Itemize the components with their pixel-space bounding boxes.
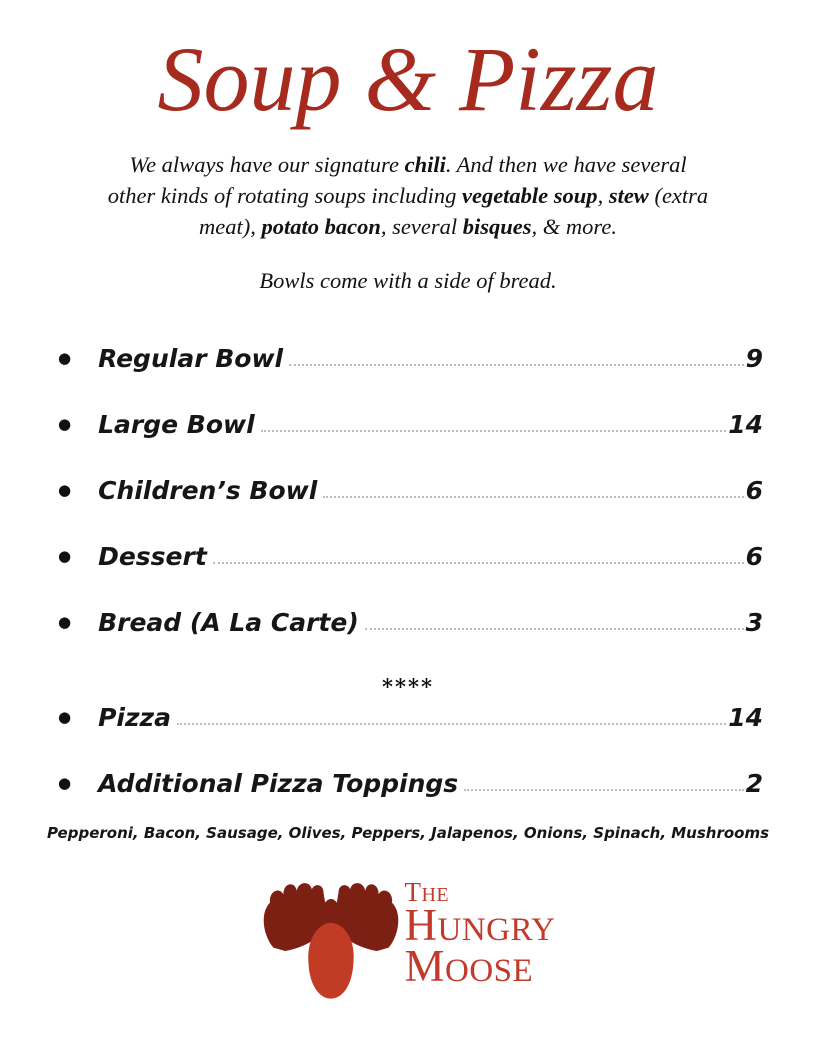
menu-item bbox=[58, 344, 763, 373]
pizza-items-list bbox=[0, 703, 816, 798]
logo-wordmark bbox=[404, 874, 556, 992]
dotted-leader bbox=[365, 628, 744, 630]
menu-item-price: 3 bbox=[745, 607, 763, 637]
menu-item bbox=[58, 769, 763, 798]
page-title: Soup & Pizza bbox=[157, 28, 659, 130]
dotted-leader bbox=[464, 789, 743, 791]
menu-item bbox=[58, 608, 763, 637]
menu-item-price: 6 bbox=[745, 541, 763, 571]
menu-item-label: Pizza bbox=[98, 702, 171, 732]
menu-description bbox=[38, 149, 778, 242]
bullet-icon: ● bbox=[58, 546, 72, 565]
dotted-leader bbox=[261, 430, 727, 432]
toppings-note: Pepperoni, Bacon, Sausage, Olives, Peppers, Jalapenos, Onions, Spinach, Mushrooms bbox=[46, 823, 770, 842]
menu-item bbox=[58, 410, 763, 439]
bullet-icon: ● bbox=[58, 480, 72, 499]
bullet-icon: ● bbox=[58, 707, 72, 726]
dotted-leader bbox=[213, 562, 744, 564]
bullet-icon: ● bbox=[58, 414, 72, 433]
logo-word-hungry: HUNGRY bbox=[404, 899, 556, 950]
menu-item-label: Dessert bbox=[98, 541, 207, 571]
menu-item-price: 6 bbox=[745, 475, 763, 505]
menu-item-price: 2 bbox=[745, 768, 763, 798]
description-line: meat), potato bacon, several bisques, & more. bbox=[199, 213, 617, 239]
menu-item-label: Bread (A La Carte) bbox=[98, 607, 359, 637]
bullet-icon: ● bbox=[58, 773, 72, 792]
bullet-icon: ● bbox=[58, 348, 72, 367]
menu-item-price: 14 bbox=[728, 702, 763, 732]
description-line: other kinds of rotating soups including vegetable soup, stew (extra bbox=[107, 182, 709, 208]
menu-item-label: Additional Pizza Toppings bbox=[98, 768, 459, 798]
moose-head-icon bbox=[260, 874, 402, 1008]
soup-items-list bbox=[0, 344, 816, 637]
menu-item bbox=[58, 703, 763, 732]
menu-item bbox=[58, 542, 763, 571]
description-line: We always have our signature chili. And then we have several bbox=[129, 151, 687, 177]
hungry-moose-logo bbox=[0, 874, 816, 1008]
menu-item bbox=[58, 476, 763, 505]
menu-item-price: 14 bbox=[728, 409, 763, 439]
menu-item-label: Children’s Bowl bbox=[98, 475, 318, 505]
section-separator: **** bbox=[382, 673, 434, 699]
dotted-leader bbox=[323, 496, 743, 498]
dotted-leader bbox=[177, 723, 726, 725]
logo-word-the: THE bbox=[404, 876, 450, 907]
menu-item-label: Regular Bowl bbox=[98, 343, 284, 373]
dotted-leader bbox=[289, 364, 743, 366]
bowls-note: Bowls come with a side of bread. bbox=[259, 267, 557, 293]
logo-word-moose: MOOSE bbox=[404, 941, 534, 992]
menu-item-price: 9 bbox=[745, 343, 763, 373]
bullet-icon: ● bbox=[58, 612, 72, 631]
menu-item-label: Large Bowl bbox=[98, 409, 255, 439]
